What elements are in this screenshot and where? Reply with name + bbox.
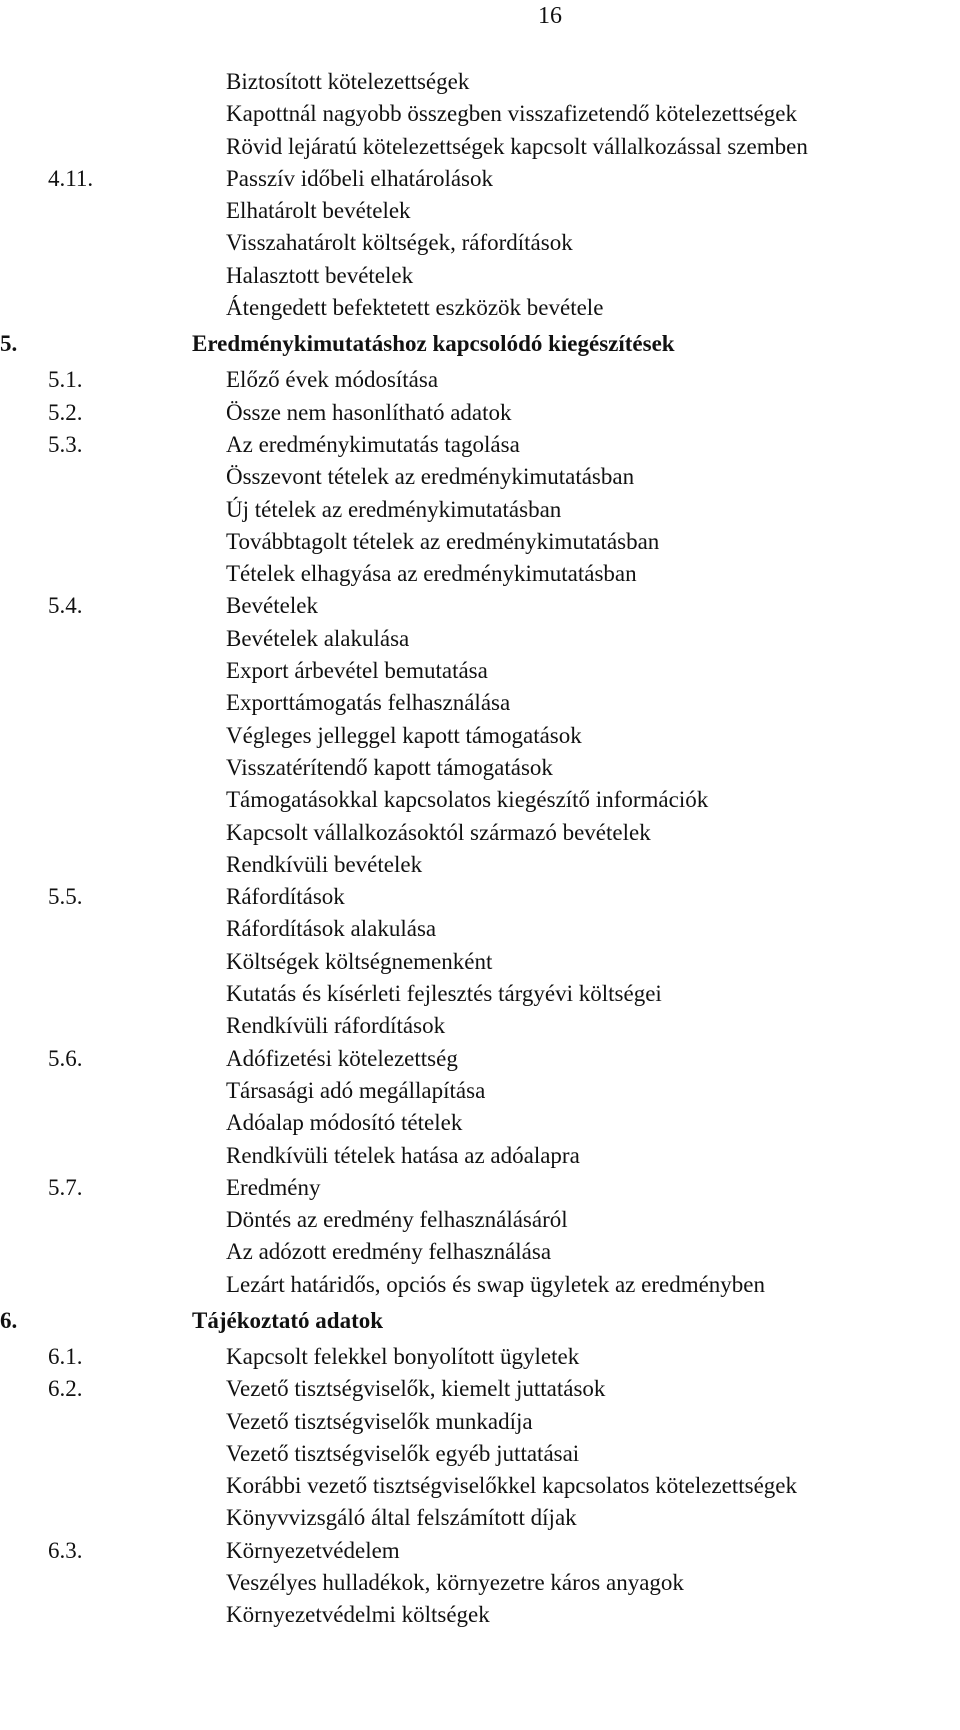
item-text: Adóalap módosító tételek — [226, 1110, 463, 1136]
list-item — [0, 1567, 960, 1599]
item-number: 5.1. — [48, 367, 83, 393]
list-item — [0, 913, 960, 945]
item-text: Halasztott bevételek — [226, 262, 414, 288]
list-item — [0, 1043, 960, 1075]
item-text: Környezetvédelem — [226, 1537, 400, 1563]
item-number: 6.2. — [48, 1376, 83, 1402]
section-heading: Eredménykimutatáshoz kapcsolódó kiegészítések — [192, 331, 675, 357]
item-text: Visszatérítendő kapott támogatások — [226, 754, 553, 780]
item-number: 5.4. — [48, 593, 83, 619]
item-text: Előző évek módosítása — [226, 367, 439, 393]
item-text: Rendkívüli tételek hatása az adóalapra — [226, 1142, 580, 1168]
item-number: 4.11. — [48, 165, 94, 191]
item-text: Kapottnál nagyobb összegben visszafizetendő kötelezettségek — [226, 101, 797, 127]
list-item — [0, 494, 960, 526]
item-text: Lezárt határidős, opciós és swap ügyletek az eredményben — [226, 1271, 766, 1297]
section-heading-row — [0, 324, 960, 364]
item-text: Társasági adó megállapítása — [226, 1077, 486, 1103]
list-item — [0, 946, 960, 978]
item-text: Vezető tisztségviselők egyéb juttatásai — [226, 1440, 580, 1466]
list-item — [0, 98, 960, 130]
list-item — [0, 1406, 960, 1438]
list-item — [0, 1438, 960, 1470]
item-text: Az eredménykimutatás tagolása — [226, 431, 520, 457]
item-text: Rendkívüli bevételek — [226, 851, 423, 877]
list-item — [0, 1140, 960, 1172]
list-item — [0, 1502, 960, 1534]
section-heading-row — [0, 1301, 960, 1341]
item-text: Bevételek — [226, 593, 318, 619]
item-text: Támogatásokkal kapcsolatos kiegészítő információk — [226, 787, 709, 813]
list-item — [0, 752, 960, 784]
item-text: Rövid lejáratú kötelezettségek kapcsolt vállalkozással szemben — [226, 133, 808, 159]
item-text: Export árbevétel bemutatása — [226, 658, 488, 684]
item-text: Rendkívüli ráfordítások — [226, 1013, 446, 1039]
item-text: Vezető tisztségviselők, kiemelt juttatások — [226, 1376, 606, 1402]
list-item — [0, 227, 960, 259]
item-text: Összevont tételek az eredménykimutatásban — [226, 464, 635, 490]
item-number: 6.1. — [48, 1343, 83, 1369]
table-of-contents — [0, 66, 960, 1632]
item-text: Össze nem hasonlítható adatok — [226, 399, 512, 425]
item-text: Ráfordítások alakulása — [226, 916, 437, 942]
section-heading: Tájékoztató adatok — [192, 1307, 384, 1333]
list-item — [0, 1204, 960, 1236]
list-item — [0, 881, 960, 913]
item-text: Tételek elhagyása az eredménykimutatásban — [226, 561, 637, 587]
item-number: 6.3. — [48, 1537, 83, 1563]
item-text: Biztosított kötelezettségek — [226, 69, 470, 94]
item-text: Kapcsolt vállalkozásoktól származó bevételek — [226, 819, 651, 845]
item-text: Bevételek alakulása — [226, 625, 410, 651]
list-item — [0, 1075, 960, 1107]
item-text: Új tételek az eredménykimutatásban — [226, 496, 562, 522]
item-text: Eredmény — [226, 1174, 321, 1200]
list-item — [0, 1373, 960, 1405]
item-text: Végleges jelleggel kapott támogatások — [226, 722, 582, 748]
list-item — [0, 1172, 960, 1204]
list-item — [0, 720, 960, 752]
list-item — [0, 1269, 960, 1301]
item-text: Elhatárolt bevételek — [226, 198, 411, 224]
item-text: Visszahatárolt költségek, ráfordítások — [226, 230, 573, 256]
list-item — [0, 526, 960, 558]
item-number: 5.7. — [48, 1174, 83, 1200]
list-item — [0, 1010, 960, 1042]
item-number: 5.6. — [48, 1045, 83, 1071]
list-item — [0, 66, 960, 98]
item-text: Átengedett befektetett eszközök bevétele — [226, 295, 604, 321]
item-text: Könyvvizsgáló által felszámított díjak — [226, 1505, 577, 1531]
item-text: Ráfordítások — [226, 884, 345, 910]
item-number: 6. — [0, 1307, 18, 1333]
list-item — [0, 364, 960, 396]
list-item — [0, 429, 960, 461]
item-text: Veszélyes hulladékok, környezetre káros anyagok — [226, 1570, 684, 1596]
item-text: Az adózott eredmény felhasználása — [226, 1239, 552, 1265]
item-text: Vezető tisztségviselők munkadíja — [226, 1408, 533, 1434]
item-text: Döntés az eredmény felhasználásáról — [226, 1207, 568, 1233]
item-text: Korábbi vezető tisztségviselőkkel kapcsolatos kötelezettségek — [226, 1473, 797, 1499]
item-text: Környezetvédelmi költségek — [226, 1602, 490, 1628]
item-text: Passzív időbeli elhatárolások — [226, 165, 493, 191]
list-item — [0, 292, 960, 324]
list-item — [0, 260, 960, 292]
list-item — [0, 397, 960, 429]
list-item — [0, 558, 960, 590]
list-item — [0, 195, 960, 227]
list-item — [0, 461, 960, 493]
list-item — [0, 623, 960, 655]
item-number: 5.2. — [48, 399, 83, 425]
item-text: Továbbtagolt tételek az eredménykimutatásban — [226, 528, 660, 554]
list-item — [0, 1341, 960, 1373]
item-text: Kapcsolt felekkel bonyolított ügyletek — [226, 1343, 580, 1369]
list-item — [0, 817, 960, 849]
item-text: Adófizetési kötelezettség — [226, 1045, 458, 1071]
item-text: Költségek költségnemenként — [226, 948, 493, 974]
list-item — [0, 590, 960, 622]
item-number: 5. — [0, 331, 18, 357]
list-item — [0, 1236, 960, 1268]
list-item — [0, 131, 960, 163]
item-text: Exporttámogatás felhasználása — [226, 690, 511, 716]
list-item — [0, 978, 960, 1010]
item-number: 5.5. — [48, 884, 83, 910]
list-item — [0, 1535, 960, 1567]
list-item — [0, 1599, 960, 1631]
list-item — [0, 849, 960, 881]
page-number: 16 — [538, 3, 562, 29]
item-text: Kutatás és kísérleti fejlesztés tárgyévi költségei — [226, 981, 662, 1007]
list-item — [0, 687, 960, 719]
list-item — [0, 163, 960, 195]
list-item — [0, 1470, 960, 1502]
item-number: 5.3. — [48, 431, 83, 457]
list-item — [0, 784, 960, 816]
list-item — [0, 1107, 960, 1139]
list-item — [0, 655, 960, 687]
